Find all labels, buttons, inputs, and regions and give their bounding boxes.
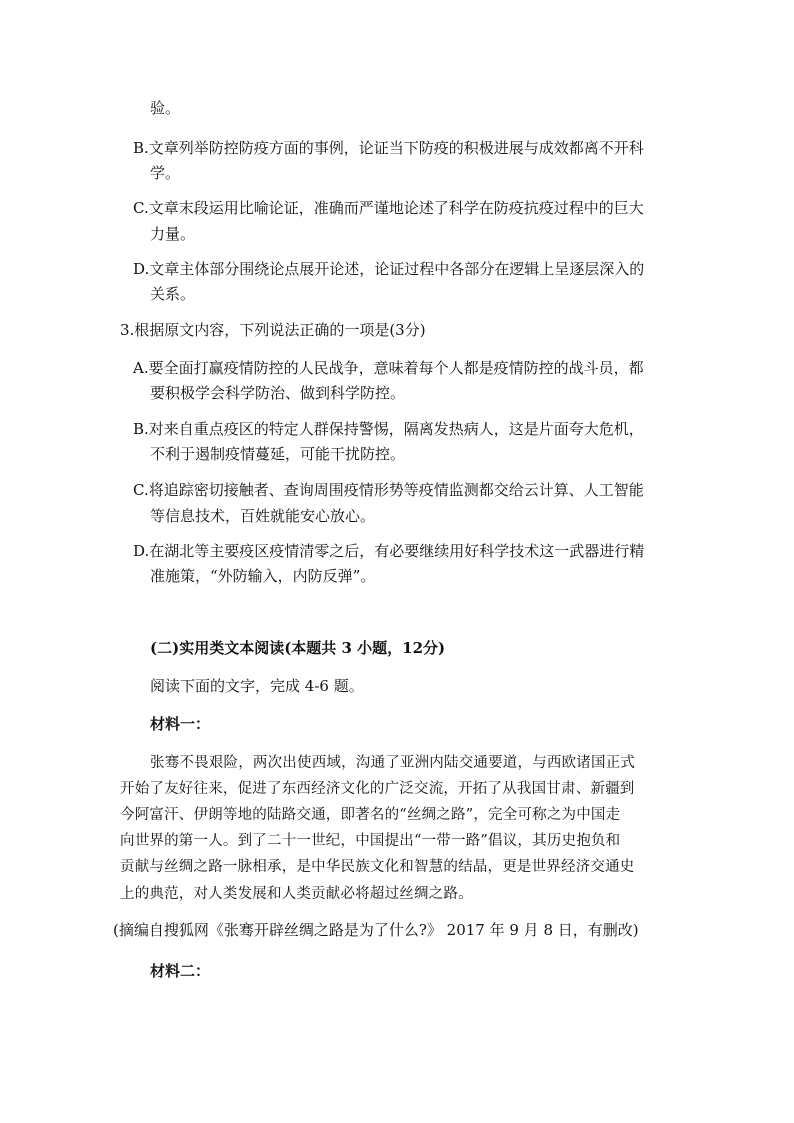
q3-option-b-line1: B.对来自重点疫区的特定人群保持警惕，隔离发热病人，这是片面夸大危机， [133, 420, 644, 438]
q2-option-d-line2: 关系。 [150, 285, 196, 303]
question-3-stem: 3.根据原文内容，下列说法正确的一项是(3分) [120, 321, 426, 339]
material-1-line: 贡献与丝绸之路一脉相承，是中华民族文化和智慧的结晶，更是世界经济交通史 [120, 859, 635, 875]
q2-option-c-line2: 力量。 [150, 225, 196, 243]
q3-option-d-line2: 准施策，“外防输入，内防反弹”。 [150, 567, 376, 585]
q2-option-b-line2: 学。 [150, 164, 181, 182]
material-1-label: 材料一： [150, 715, 211, 733]
q2-option-d-line1: D.文章主体部分围绕论点展开论述，论证过程中各部分在逻辑上呈逐层深入的 [133, 260, 645, 278]
question-2-tail: 验。 [150, 99, 181, 117]
q3-option-c-line1: C.将追踪密切接触者、查询周围疫情形势等疫情监测都交给云计算、人工智能 [133, 481, 644, 499]
material-2-label: 材料二： [150, 962, 211, 980]
q3-option-a-line2: 要积极学会科学防治、做到科学防控。 [150, 384, 406, 402]
section-title: (二)实用类文本阅读(本题共 3 小题，12分) [150, 639, 446, 657]
material-1-line: 开始了友好往来，促进了东西经济文化的广泛交流，开拓了从我国甘肃、新疆到 [120, 781, 635, 797]
q3-option-c-line2: 等信息技术，百姓就能安心放心。 [150, 507, 376, 525]
q3-option-d-line1: D.在湖北等主要疫区疫情清零之后，有必要继续用好科学技术这一武器进行精 [133, 542, 645, 560]
q2-option-b-line1: B.文章列举防控防疫方面的事例，论证当下防疫的积极进展与成效都离不开科 [133, 139, 644, 157]
material-1-line: 上的典范，对人类发展和人类贡献必将超过丝绸之路。 [120, 886, 473, 902]
q3-option-a-line1: A.要全面打赢疫情防控的人民战争，意味着每个人都是疫情防控的战斗员，都 [133, 359, 644, 377]
q2-option-c-line1: C.文章末段运用比喻论证，准确而严谨地论述了科学在防疫抗疫过程中的巨大 [133, 199, 644, 217]
material-1-source: (摘编自搜狐网《张骞开辟丝绸之路是为了什么?》 2017 年 9 月 8 日，有删改) [113, 921, 639, 939]
material-1-line: 张骞不畏艰险，两次出使西域，沟通了亚洲内陆交通要道，与西欧诸国正式 [150, 755, 636, 771]
section-instruction: 阅读下面的文字，完成 4-6 题。 [150, 677, 364, 695]
q3-option-b-line2: 不利于遏制疫情蔓延，可能干扰防控。 [150, 445, 406, 463]
material-1-line: 今阿富汗、伊朗等地的陆路交通，即著名的“丝绸之路”，完全可称之为中国走 [120, 807, 621, 823]
material-1-line: 向世界的第一人。到了二十一世纪，中国提出“一带一路”倡议，其历史抱负和 [120, 833, 621, 849]
